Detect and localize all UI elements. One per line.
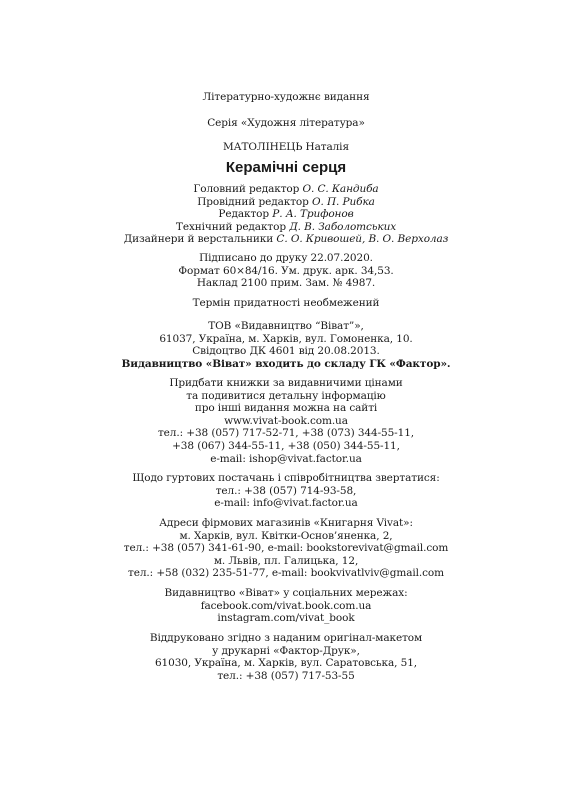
editor-line bbox=[0, 221, 572, 234]
editor-name: Д. В. Заболотських bbox=[289, 220, 397, 233]
editor-role: Технічний редактор bbox=[175, 220, 286, 233]
shop-email-link[interactable]: e-mail: ishop@vivat.factor.ua bbox=[210, 452, 362, 465]
print-info-line: Підписано до друку 22.07.2020. bbox=[199, 252, 373, 264]
editor-line bbox=[0, 183, 572, 196]
store-address: м. Львів, пл. Галицька, 12, bbox=[213, 554, 359, 567]
publisher-block bbox=[0, 320, 572, 370]
author-line: МАТОЛІНЕЦЬ Наталія bbox=[223, 141, 349, 153]
editor-name: О. П. Рибка bbox=[312, 195, 375, 208]
instagram-link[interactable]: instagram.com/vivat_book bbox=[217, 612, 355, 625]
social-heading: Видавництво «Віват» у соціальних мережах: bbox=[164, 587, 408, 599]
editors-block bbox=[0, 183, 572, 246]
wholesale-phone: тел.: +38 (057) 714-93-58, bbox=[215, 484, 357, 497]
purchase-phone-line: тел.: +38 (057) 717-52-71, +38 (073) 344-55-11, bbox=[157, 427, 415, 440]
editor-name: С. О. Кривошей, В. О. Верхолаз bbox=[276, 233, 449, 246]
wholesale-email-link[interactable]: e-mail: info@vivat.factor.ua bbox=[214, 497, 358, 510]
store-contacts: тел.: +38 (057) 341-61-90, e-mail: bookstorevivat@gmail.com bbox=[123, 542, 449, 555]
editor-role: Дизайнери й верстальники bbox=[123, 233, 274, 246]
wholesale-block bbox=[0, 472, 572, 510]
store-address: м. Харків, вул. Квітки-Основ’яненка, 2, bbox=[179, 529, 393, 542]
editor-role: Провідний редактор bbox=[197, 195, 309, 208]
facebook-link[interactable]: facebook.com/vivat.book.com.ua bbox=[200, 599, 372, 612]
publisher-group-note: Видавництво «Віват» входить до складу ГК «Фактор». bbox=[121, 357, 451, 370]
printer-line: 61030, Україна, м. Харків, вул. Саратовська, 51, bbox=[154, 657, 418, 670]
publisher-address: 61037, Україна, м. Харків, вул. Гомоненка, 10. bbox=[159, 332, 413, 345]
purchase-line: Придбати книжки за видавничими цінами bbox=[169, 377, 403, 389]
editor-role: Редактор bbox=[218, 208, 269, 221]
print-info-block bbox=[0, 252, 572, 290]
editor-name: О. С. Кандиба bbox=[302, 183, 379, 195]
print-info-line: Наклад 2100 прим. Зам. № 4987. bbox=[196, 277, 376, 290]
store-contacts: тел.: +58 (032) 235-51-77, e-mail: bookvivatlviv@gmail.com bbox=[128, 567, 444, 580]
printer-block bbox=[0, 632, 572, 682]
editor-line bbox=[0, 208, 572, 221]
editor-role: Головний редактор bbox=[193, 183, 300, 195]
stores-block bbox=[0, 517, 572, 580]
social-block bbox=[0, 587, 572, 625]
website-link[interactable]: www.vivat-book.com.ua bbox=[224, 414, 348, 427]
printer-line: у друкарні «Фактор-Друк», bbox=[212, 644, 360, 657]
shelf-life-line: Термін придатності необмежений bbox=[192, 297, 380, 309]
purchase-phone-line: +38 (067) 344-55-11, +38 (050) 344-55-11, bbox=[172, 439, 400, 452]
publisher-certificate: Свідоцтво ДК 4601 від 20.08.2013. bbox=[192, 345, 380, 358]
editor-line bbox=[0, 196, 572, 209]
genre-line: Літературно-художнє видання bbox=[202, 91, 370, 103]
purchase-block bbox=[0, 377, 572, 465]
purchase-line: про інші видання можна на сайті bbox=[194, 402, 378, 415]
printer-line: Віддруковано згідно з наданим оригінал-макетом bbox=[149, 632, 423, 644]
book-title: Керамічні серця bbox=[225, 159, 347, 176]
series-line: Серія «Художня література» bbox=[207, 117, 365, 129]
wholesale-line: Щодо гуртових постачань і співробітництва звертатися: bbox=[132, 472, 440, 484]
stores-heading: Адреси фірмових магазинів «Книгарня Vivat»: bbox=[159, 517, 413, 529]
purchase-line: та подивитися детальну інформацію bbox=[186, 389, 386, 402]
editor-line bbox=[0, 233, 572, 246]
printer-line: тел.: +38 (057) 717-53-55 bbox=[217, 669, 355, 682]
print-info-line: Формат 60×84/16. Ум. друк. арк. 34,53. bbox=[178, 264, 394, 277]
publisher-name: ТОВ «Видавництво “Віват”», bbox=[208, 320, 364, 332]
editor-name: Р. А. Трифонов bbox=[272, 208, 354, 221]
